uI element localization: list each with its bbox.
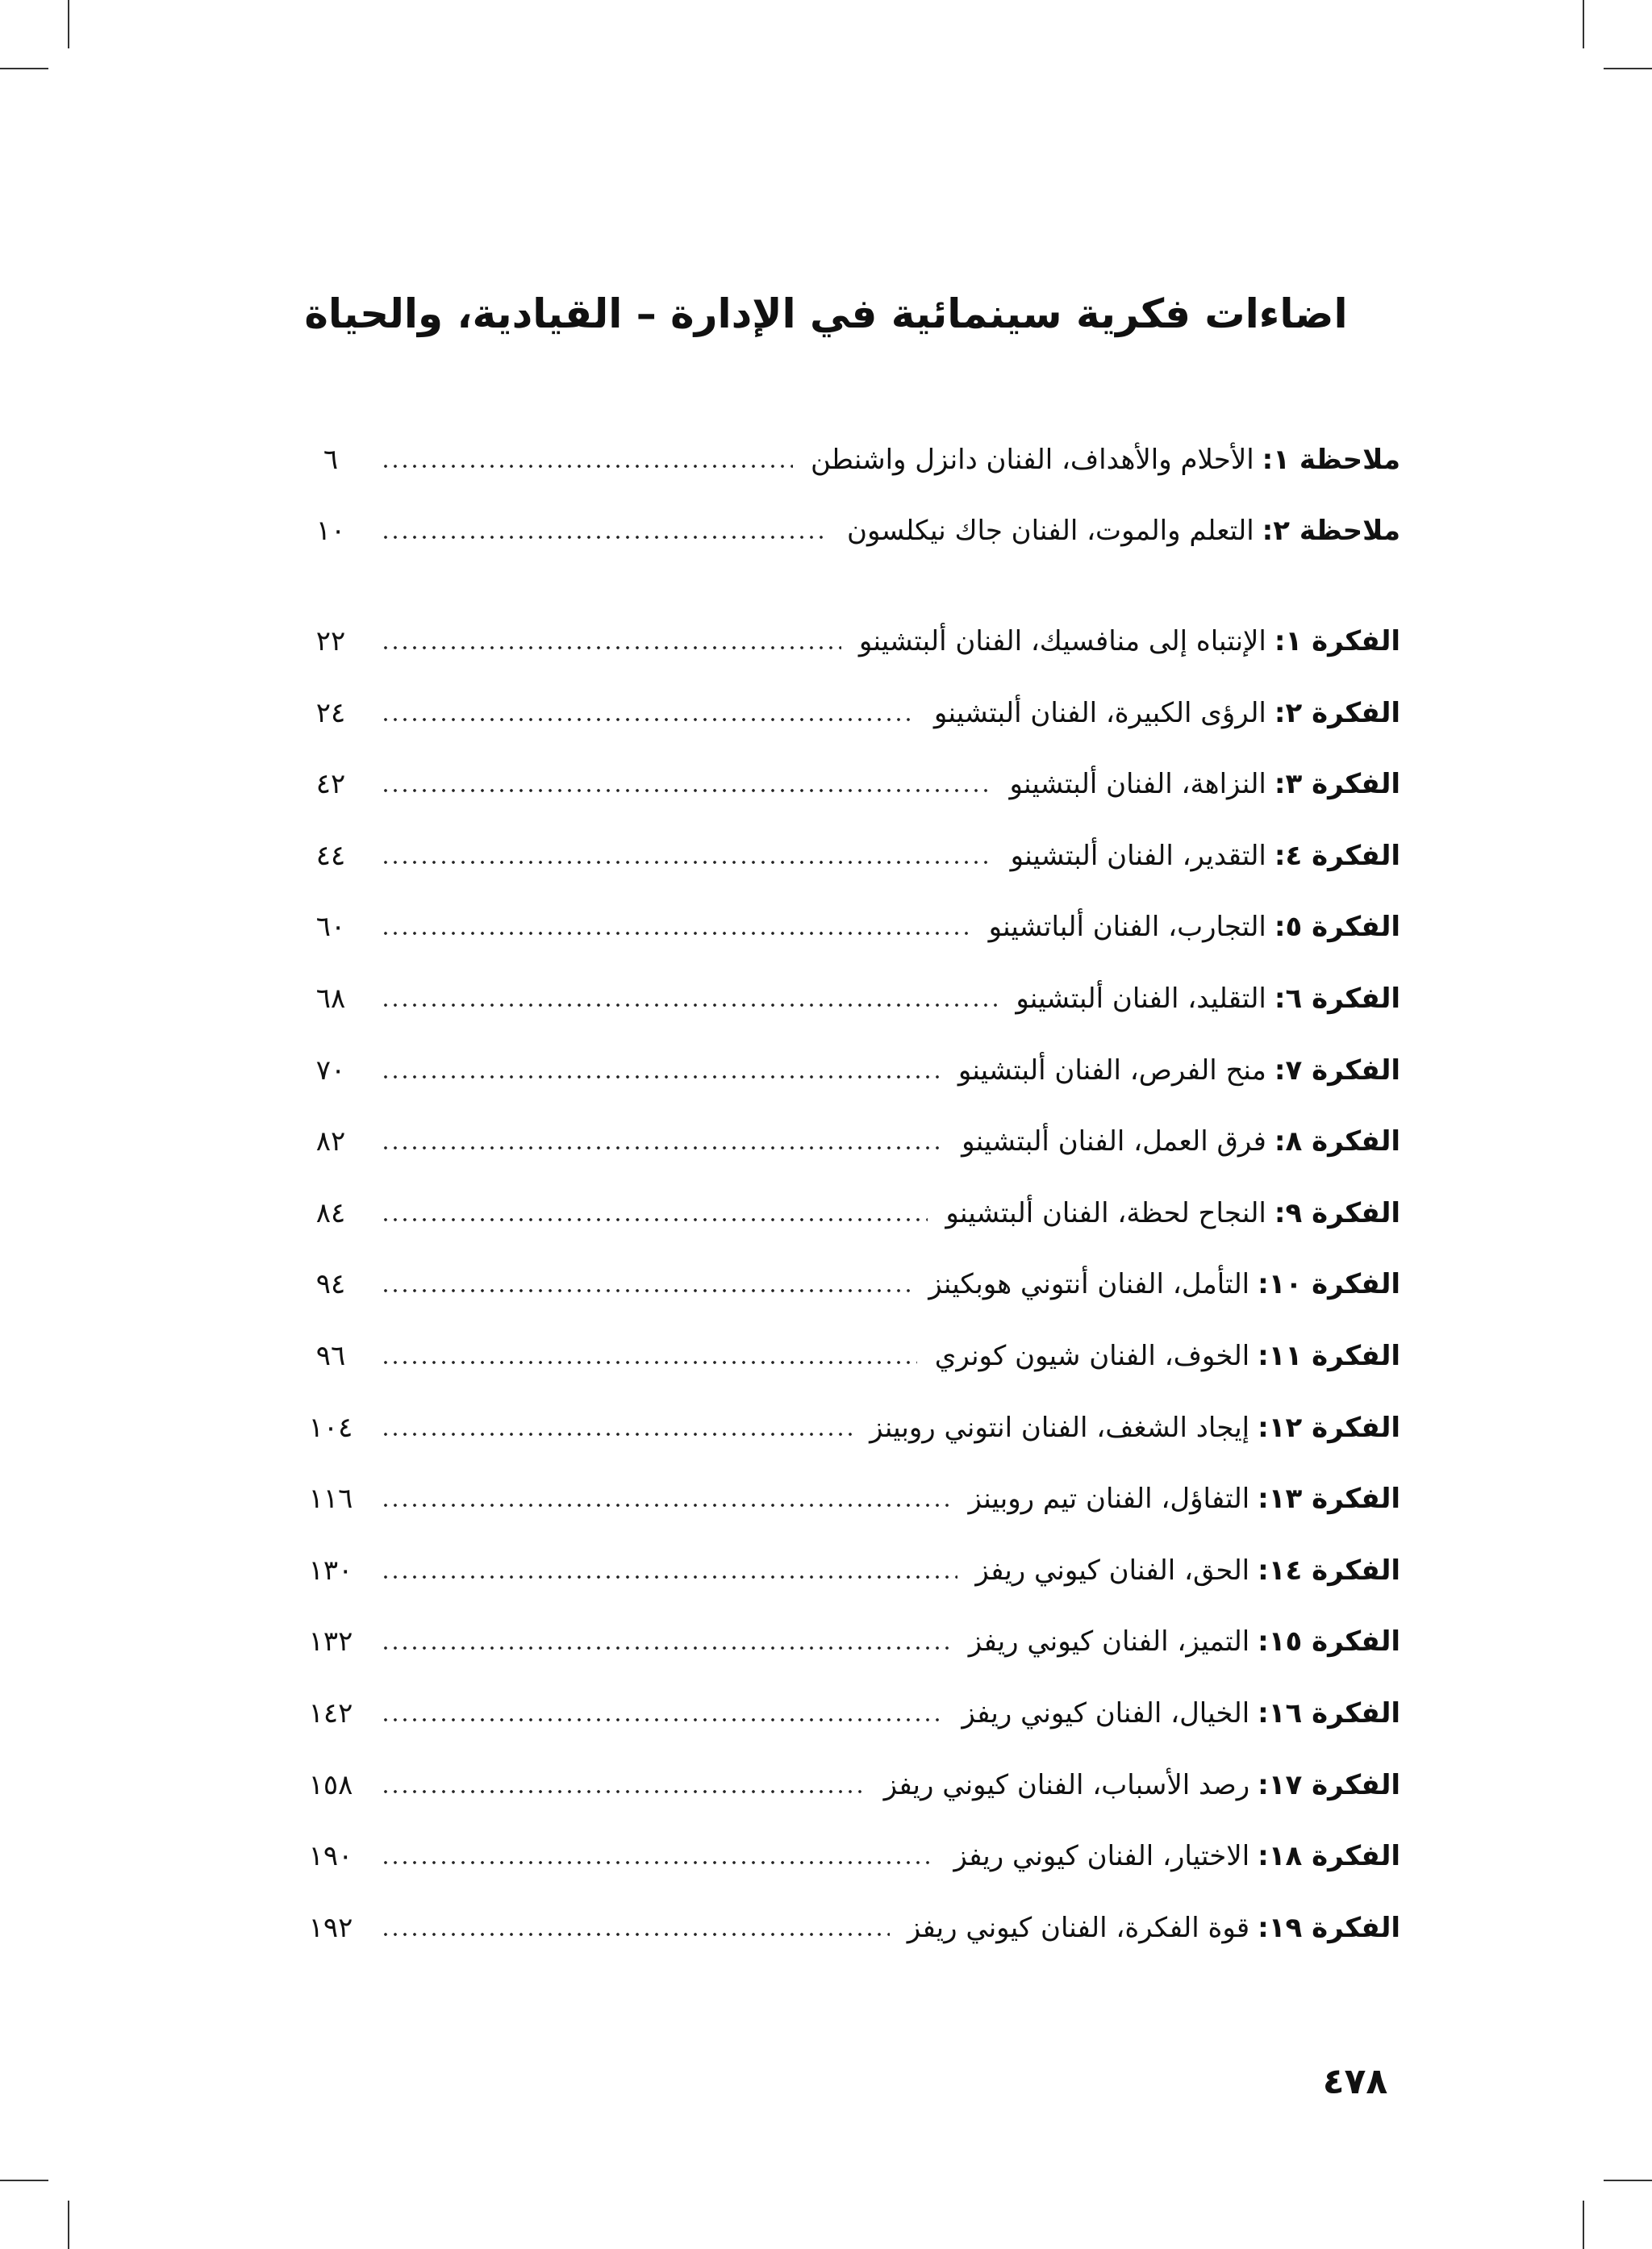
dot-leader [381,718,916,721]
toc-entry-label: الفكرة ٣ [1285,768,1400,800]
toc-entry-colon: : [1274,697,1286,729]
toc-entry-label: ملاحظة ٢ [1273,515,1400,547]
toc-entry-colon: : [1274,1125,1286,1158]
crop-mark-top-left-h [0,68,48,69]
crop-mark-bottom-left [68,2201,69,2249]
toc-entry-page: ٨٢ [315,1125,346,1158]
toc-entry-page: ٢٤ [315,697,346,729]
toc-entry-page: ٤٤ [315,840,346,872]
toc-entry [298,1189,1400,1237]
toc-entry-page: ١٠ [315,515,346,547]
crop-mark-bottom-left-h [0,2180,48,2181]
dot-leader [381,1575,957,1579]
toc-entry [298,974,1400,1023]
toc-entry-title: الخيال، الفنان كيوني ريفز [962,1697,1250,1730]
toc-entry-title: التفاؤل، الفنان تيم روبينز [968,1483,1250,1515]
toc-entry-colon: : [1258,1912,1269,1944]
dot-leader [381,1433,852,1436]
dot-leader [381,1861,936,1864]
toc-entry-title: الاختيار، الفنان كيوني ريفز [953,1840,1250,1872]
toc-entry-label: الفكرة ٦ [1285,983,1400,1015]
toc-entry [298,1260,1400,1308]
toc-entry-label: الفكرة ٢ [1285,697,1400,729]
toc-entry [298,760,1400,808]
toc-entry-colon: : [1262,444,1274,476]
toc-entry [298,1475,1400,1523]
toc-entry-label: الفكرة ١١ [1268,1340,1400,1372]
toc-entry-colon: : [1274,1197,1286,1229]
dot-leader [381,536,829,539]
toc-entry [298,832,1400,880]
toc-entry-label: الفكرة ٨ [1285,1125,1400,1158]
crop-mark-bottom-right [1583,2201,1584,2249]
toc-entry-page: ١٣٠ [308,1554,353,1587]
dot-leader [381,1504,950,1507]
toc-entry-page: ١٩٠ [308,1840,353,1872]
toc-entry-page: ٦٠ [315,911,346,943]
toc-entry-label: ملاحظة ١ [1273,444,1400,476]
toc-entry [298,1546,1400,1595]
toc-entry-colon: : [1258,1340,1269,1372]
toc-entry-colon: : [1274,1054,1286,1087]
dot-leader [381,1790,866,1793]
toc-entry-title: التقدير، الفنان ألبتشينو [1010,840,1266,872]
toc-entry-colon: : [1274,768,1286,800]
toc-entry [298,1617,1400,1666]
toc-entry-page: ٤٢ [315,768,346,800]
toc-entry-page: ١١٦ [308,1483,353,1515]
toc-entry-page: ١٤٢ [308,1697,353,1730]
toc-entry [298,1117,1400,1166]
dot-leader [381,861,993,864]
toc-entry-label: الفكرة ١٩ [1268,1912,1400,1944]
toc-entry-colon: : [1274,840,1286,872]
dot-leader [381,646,841,649]
toc-entry-label: الفكرة ١٦ [1268,1697,1400,1730]
toc-entry-page: ٩٤ [315,1268,346,1300]
toc-entry-title: التعلم والموت، الفنان جاك نيكلسون [847,515,1254,547]
dot-leader [381,1361,917,1364]
toc-entry-page: ١٣٢ [308,1625,353,1658]
toc-entry-title: النزاهة، الفنان ألبتشينو [1009,768,1266,800]
dot-leader [381,1218,928,1221]
toc-entry-title: الإنتباه إلى منافسيك، الفنان ألبتشينو [858,625,1266,657]
toc-entry-label: الفكرة ١ [1285,625,1400,657]
toc-entry-title: الحق، الفنان كيوني ريفز [975,1554,1250,1587]
page-number: ٤٧٨ [1322,2061,1388,2102]
crop-mark-bottom-right-h [1604,2180,1652,2181]
toc-entry-label: الفكرة ١٣ [1268,1483,1400,1515]
toc-entry-page: ٩٦ [315,1340,346,1372]
toc-entry-colon: : [1274,911,1286,943]
toc-entry [298,507,1400,555]
dot-leader [381,1718,944,1721]
toc-entry-title: التميز، الفنان كيوني ريفز [968,1625,1250,1658]
toc-entry-title: التأمل، الفنان أنتوني هوبكينز [928,1268,1250,1300]
toc-entry [298,1689,1400,1738]
dot-leader [381,1146,944,1150]
toc-entry [298,1046,1400,1095]
toc-entry [298,617,1400,666]
toc-entry-title: الخوف، الفنان شيون كونري [934,1340,1250,1372]
toc-entry-label: الفكرة ١٢ [1268,1412,1400,1444]
page-title: اضاءات فكرية سينمائية في الإدارة – القيادية، والحياة [304,290,1348,337]
dot-leader [381,789,992,792]
toc-entry-title: الأحلام والأهداف، الفنان دانزل واشنطن [811,444,1254,476]
toc-entry-label: الفكرة ١٤ [1268,1554,1400,1587]
toc-entry-page: ١٩٢ [308,1912,353,1944]
toc-entry-title: التقليد، الفنان ألبتشينو [1016,983,1266,1015]
toc-entry-label: الفكرة ٩ [1285,1197,1400,1229]
toc-entry-colon: : [1258,1769,1269,1801]
toc-entry-label: الفكرة ١٠ [1268,1268,1400,1300]
crop-mark-top-right-h [1604,68,1652,69]
toc-entry-label: الفكرة ١٧ [1268,1769,1400,1801]
toc-entry-colon: : [1258,1554,1269,1587]
toc-entry-page: ٢٢ [315,625,346,657]
toc-entry-title: منح الفرص، الفنان ألبتشينو [957,1054,1266,1087]
toc-entry-label: الفكرة ٥ [1285,911,1400,943]
toc-entry [298,1332,1400,1380]
toc-entry [298,1761,1400,1809]
toc-entry-title: إيجاد الشغف، الفنان انتوني روبينز [870,1412,1250,1444]
toc-entry-title: التجارب، الفنان ألباتشينو [988,911,1266,943]
toc-entry-title: رصد الأسباب، الفنان كيوني ريفز [883,1769,1250,1801]
dot-leader [381,1933,890,1936]
toc-entry-title: قوة الفكرة، الفنان كيوني ريفز [907,1912,1250,1944]
dot-leader [381,1003,998,1007]
toc-entry-label: الفكرة ٤ [1285,840,1400,872]
dot-leader [381,932,971,935]
toc-entry [298,1832,1400,1880]
crop-mark-top-right [1583,0,1584,48]
toc-entry [298,903,1400,951]
toc-entry-page: ٨٤ [315,1197,346,1229]
toc-entry-colon: : [1258,1840,1269,1872]
toc-entry-label: الفكرة ٧ [1285,1054,1400,1087]
toc-entry [298,436,1400,484]
toc-entry-page: ٦٨ [315,983,346,1015]
toc-entry-page: ١٠٤ [308,1412,353,1444]
toc-entry-label: الفكرة ١٥ [1268,1625,1400,1658]
toc-entry-colon: : [1258,1625,1269,1658]
toc-entry-page: ٦ [323,444,339,476]
dot-leader [381,465,793,468]
toc-entry-page: ١٥٨ [308,1769,353,1801]
dot-leader [381,1075,941,1079]
toc-entry-colon: : [1258,1412,1269,1444]
dot-leader [381,1289,911,1292]
toc-entry [298,1404,1400,1452]
toc-entry-colon: : [1258,1483,1269,1515]
toc-entry-title: الرؤى الكبيرة، الفنان ألبتشينو [933,697,1266,729]
toc-entry-colon: : [1258,1697,1269,1730]
toc-entry-title: فرق العمل، الفنان ألبتشينو [962,1125,1266,1158]
toc-entry-title: النجاح لحظة، الفنان ألبتشينو [945,1197,1266,1229]
toc-entry [298,1904,1400,1952]
dot-leader [381,1646,951,1650]
toc-entry [298,689,1400,737]
toc-entry-colon: : [1258,1268,1269,1300]
toc-entry-colon: : [1262,515,1274,547]
crop-mark-top-left [68,0,69,48]
toc-entry-colon: : [1274,983,1286,1015]
toc-entry-page: ٧٠ [315,1054,346,1087]
toc-entry-label: الفكرة ١٨ [1268,1840,1400,1872]
toc-entry-colon: : [1274,625,1286,657]
